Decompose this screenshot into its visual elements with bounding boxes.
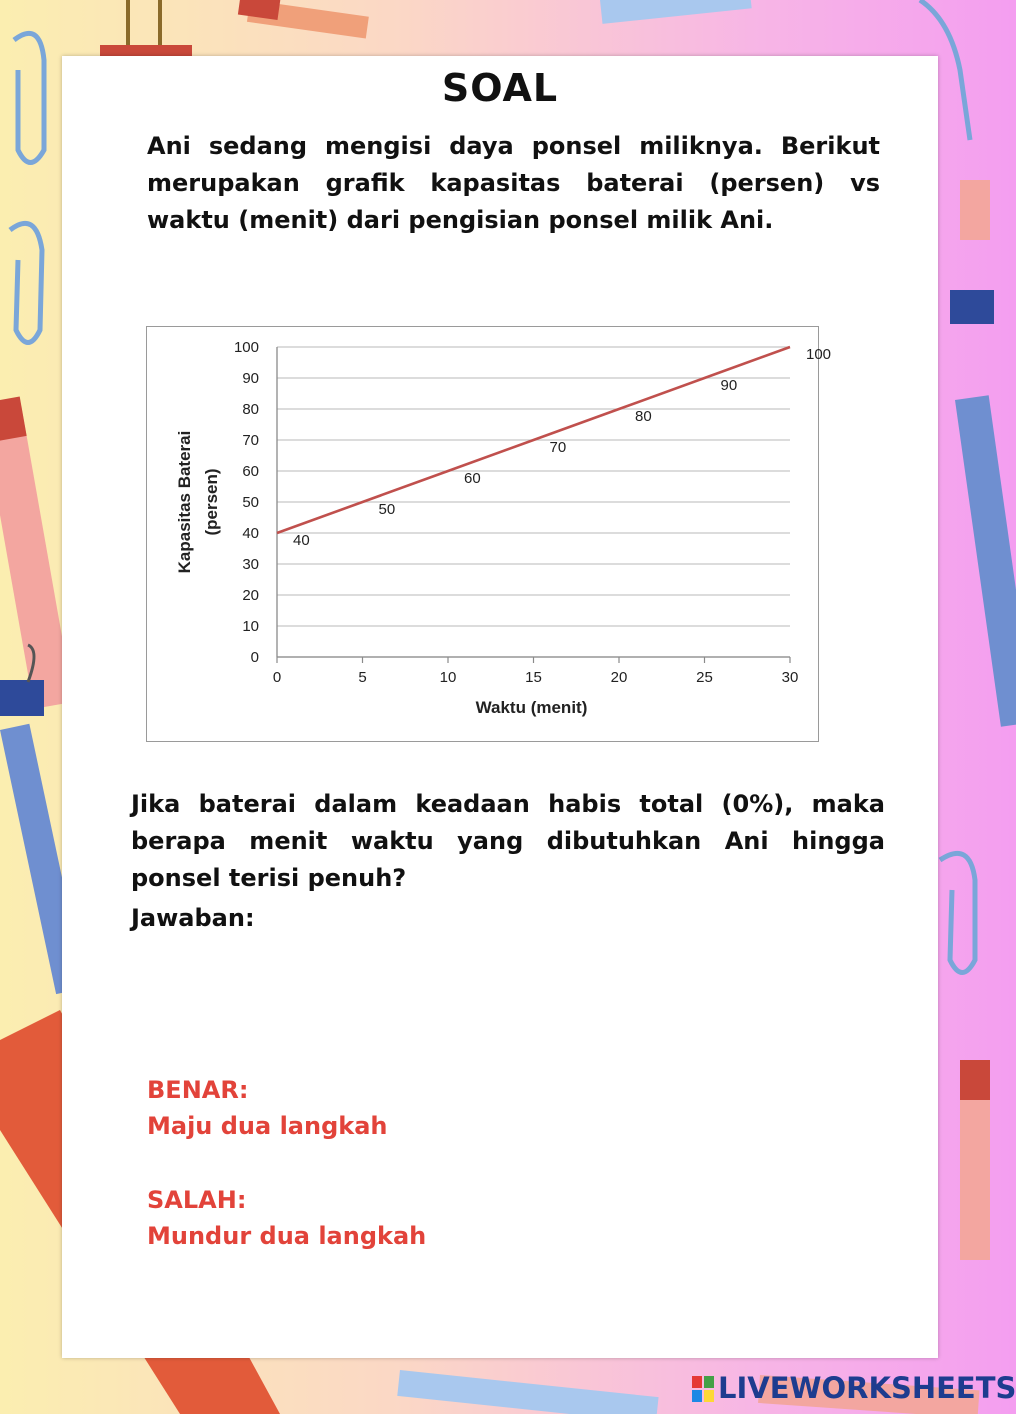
y-tick-label: 0	[250, 649, 259, 666]
answer-label: Jawaban:	[131, 904, 255, 932]
y-tick-label: 50	[242, 494, 259, 511]
watermark-text: LIVEWORKSHEETS	[718, 1371, 1016, 1405]
y-tick-label: 100	[233, 339, 259, 356]
y-axis-title: Kapasitas Baterai	[175, 430, 194, 574]
x-tick-label: 15	[525, 669, 542, 686]
x-axis-title: Waktu (menit)	[475, 698, 588, 717]
data-label: 40	[293, 532, 310, 549]
y-tick-label: 80	[242, 401, 259, 418]
x-tick-label: 20	[610, 669, 628, 686]
y-tick-label: 10	[242, 618, 259, 635]
data-label: 90	[720, 377, 738, 394]
data-label: 70	[549, 439, 567, 456]
problem-intro: Ani sedang mengisi daya ponsel miliknya. Berikut merupakan grafik kapasitas baterai (persen) vs waktu (menit) dari pengisian ponsel milik Ani.	[147, 132, 880, 234]
x-tick-label: 5	[358, 669, 367, 686]
y-tick-label: 40	[242, 525, 259, 542]
x-tick-label: 10	[439, 669, 457, 686]
liveworksheets-logo-icon	[692, 1376, 714, 1402]
question-text: Jika baterai dalam keadaan habis total (0%), maka berapa menit waktu yang dibutuhkan Ani hingga ponsel terisi penuh?	[131, 790, 885, 892]
data-label: 100	[806, 346, 832, 363]
chart-svg	[147, 327, 832, 741]
y-axis-title-unit: (persen)	[202, 468, 221, 536]
x-tick-label: 30	[781, 669, 799, 686]
y-tick-label: 60	[242, 463, 259, 480]
wrong-action: Mundur dua langkah	[147, 1222, 427, 1250]
page-title: SOAL	[441, 66, 559, 110]
y-tick-label: 90	[242, 370, 259, 387]
y-tick-label: 30	[242, 556, 259, 573]
data-label: 50	[378, 501, 396, 518]
correct-action: Maju dua langkah	[147, 1112, 388, 1140]
correct-label: BENAR:	[147, 1076, 249, 1104]
battery-chart	[146, 326, 832, 742]
data-label: 80	[635, 408, 652, 425]
y-tick-label: 70	[242, 432, 259, 449]
data-label: 60	[464, 470, 481, 487]
y-tick-label: 20	[242, 587, 259, 604]
x-tick-label: 25	[696, 669, 713, 686]
x-tick-label: 0	[272, 669, 282, 686]
wrong-label: SALAH:	[147, 1186, 247, 1214]
